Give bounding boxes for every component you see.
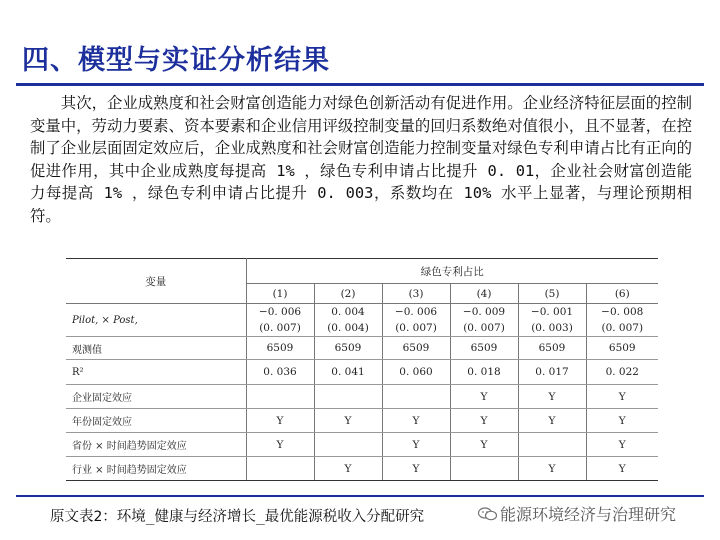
coef-cell: −0. 006: [246, 304, 314, 321]
body-paragraph: [30, 92, 692, 228]
r2-cell: 0. 018: [450, 360, 518, 385]
watermark: [478, 502, 676, 525]
se-cell: (0. 004): [314, 320, 382, 337]
coef-cell: −0. 008: [601, 306, 644, 318]
fe-mark: Y: [518, 385, 586, 409]
col-header: (5): [518, 284, 586, 304]
obs-cell: 6509: [382, 337, 450, 360]
fe-mark: Y: [246, 409, 314, 433]
col-header: (2): [314, 284, 382, 304]
dep-var-header: 绿色专利占比: [246, 259, 658, 284]
se-cell: (0. 007): [586, 320, 658, 337]
r2-cell: 0. 041: [314, 360, 382, 385]
fe-mark: [314, 385, 382, 409]
fe-mark: [314, 433, 382, 457]
fe-mark: Y: [450, 385, 518, 409]
r2-cell: 0. 060: [382, 360, 450, 385]
fe-mark: Y: [586, 433, 658, 457]
fe-label: 企业固定效应: [66, 385, 246, 409]
fe-mark: Y: [382, 457, 450, 481]
fe-mark: [518, 433, 586, 457]
fe-mark: Y: [314, 457, 382, 481]
fe-mark: Y: [586, 385, 658, 409]
fe-label: 行业 × 时间趋势固定效应: [66, 457, 246, 481]
regression-table: [66, 258, 658, 481]
fe-mark: [450, 457, 518, 481]
r2-cell: 0. 022: [586, 360, 658, 385]
fe-mark: Y: [314, 409, 382, 433]
watermark-text: 能源环境经济与治理研究: [500, 505, 677, 524]
se-cell: (0. 007): [382, 320, 450, 337]
fe-label: 年份固定效应: [66, 409, 246, 433]
source-caption: 原文表2：环境_健康与经济增长_最优能源税收入分配研究: [50, 509, 425, 525]
paragraph-text: 其次，企业成熟度和社会财富创造能力对绿色创新活动有促进作用。企业经济特征层面的控制变量中，劳动力要素、资本要素和企业信用评级控制变量的回归系数绝对值很小，且不显著，在控制了企业层面固定效应后，企业成熟度和社会财富创造能力控制变量对绿色专利申请占比有正向的促进作用，其中企业成熟度每提高 1% ，绿色专利申请占比提升 0. 01，企业社会财富创造能力每提高 1% ，绿色专利申请占比提升 0. 003，系数均在 10% 水平上显著，与理论预期相符。: [30, 94, 692, 225]
wechat-icon: [478, 507, 498, 521]
obs-cell: 6509: [586, 337, 658, 360]
r2-cell: 0. 017: [518, 360, 586, 385]
se-cell: (0. 003): [518, 320, 586, 337]
fe-mark: [382, 385, 450, 409]
fe-mark: Y: [450, 433, 518, 457]
fe-mark: Y: [246, 433, 314, 457]
obs-cell: 6509: [314, 337, 382, 360]
r2-label: R²: [66, 360, 246, 385]
pilot-post-label: Pilot, × Post,: [66, 304, 246, 337]
var-header: 变量: [66, 259, 246, 304]
fe-mark: Y: [586, 457, 658, 481]
fe-mark: Y: [518, 457, 586, 481]
slide-title: 四、模型与实证分析结果: [22, 45, 330, 76]
fe-mark: Y: [382, 409, 450, 433]
coef-cell: 0. 004: [314, 304, 382, 321]
col-header: (1): [246, 284, 314, 304]
fe-label: 省份 × 时间趋势固定效应: [66, 433, 246, 457]
col-header: (4): [450, 284, 518, 304]
coef-cell: −0. 009: [450, 304, 518, 321]
se-cell: (0. 007): [450, 320, 518, 337]
coef-cell: −0. 001: [518, 304, 586, 321]
fe-mark: Y: [382, 433, 450, 457]
fe-mark: Y: [518, 409, 586, 433]
r2-cell: 0. 036: [246, 360, 314, 385]
se-cell: (0. 007): [246, 320, 314, 337]
title-underline: [16, 83, 704, 86]
col-header: (6): [586, 284, 658, 304]
obs-label: 观测值: [66, 337, 246, 360]
bottom-rule: [16, 495, 704, 497]
obs-cell: 6509: [450, 337, 518, 360]
coef-cell: −0. 006: [382, 304, 450, 321]
fe-mark: Y: [450, 409, 518, 433]
obs-cell: 6509: [246, 337, 314, 360]
fe-mark: Y: [586, 409, 658, 433]
fe-mark: [246, 385, 314, 409]
obs-cell: 6509: [518, 337, 586, 360]
fe-mark: [246, 457, 314, 481]
col-header: (3): [382, 284, 450, 304]
